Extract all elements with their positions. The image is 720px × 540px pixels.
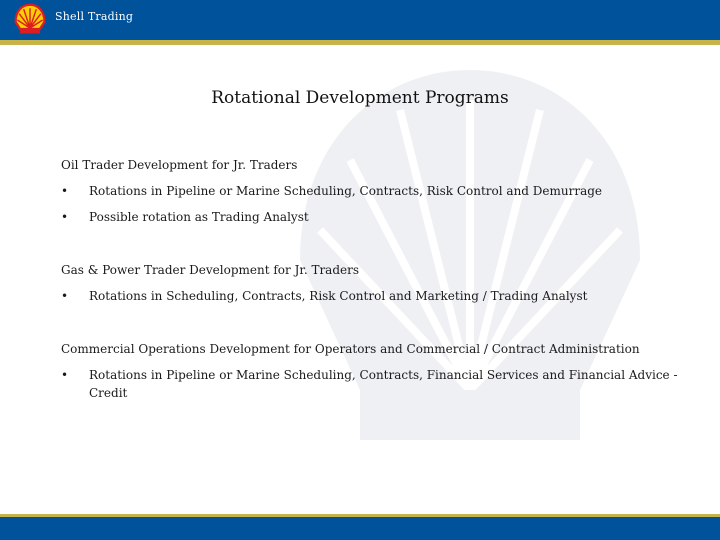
bullet-item: [61, 366, 711, 400]
header-bar: [0, 0, 720, 40]
bullet-text: Rotations in Scheduling, Contracts, Risk Control and Marketing / Trading Analyst: [89, 289, 588, 303]
bullet-item: [61, 287, 711, 313]
bullet-text: Rotations in Pipeline or Marine Scheduling, Contracts, Risk Control and Demurrage: [89, 184, 603, 198]
shell-logo-icon: [12, 2, 48, 38]
content-body: [61, 156, 711, 400]
brand-label: Shell Trading: [55, 10, 134, 23]
bullet-dot: •: [61, 184, 69, 198]
bullet-item: [61, 182, 711, 208]
bullet-text: Rotations in Pipeline or Marine Scheduling, Contracts, Financial Services and Financial Advice - Credit: [89, 368, 678, 400]
bullet-text: Possible rotation as Trading Analyst: [89, 210, 309, 224]
header-accent-line: [0, 40, 720, 45]
bullet-item: [61, 208, 711, 234]
bullet-dot: •: [61, 289, 69, 303]
bullet-dot: •: [61, 368, 69, 382]
section-heading: Gas & Power Trader Development for Jr. Traders: [61, 263, 360, 277]
section-heading: Commercial Operations Development for Operators and Commercial / Contract Administration: [61, 342, 640, 356]
section-heading: Oil Trader Development for Jr. Traders: [61, 158, 298, 172]
bullet-dot: •: [61, 210, 69, 224]
footer-bar: [0, 517, 720, 540]
slide-title: Rotational Development Programs: [211, 88, 509, 108]
